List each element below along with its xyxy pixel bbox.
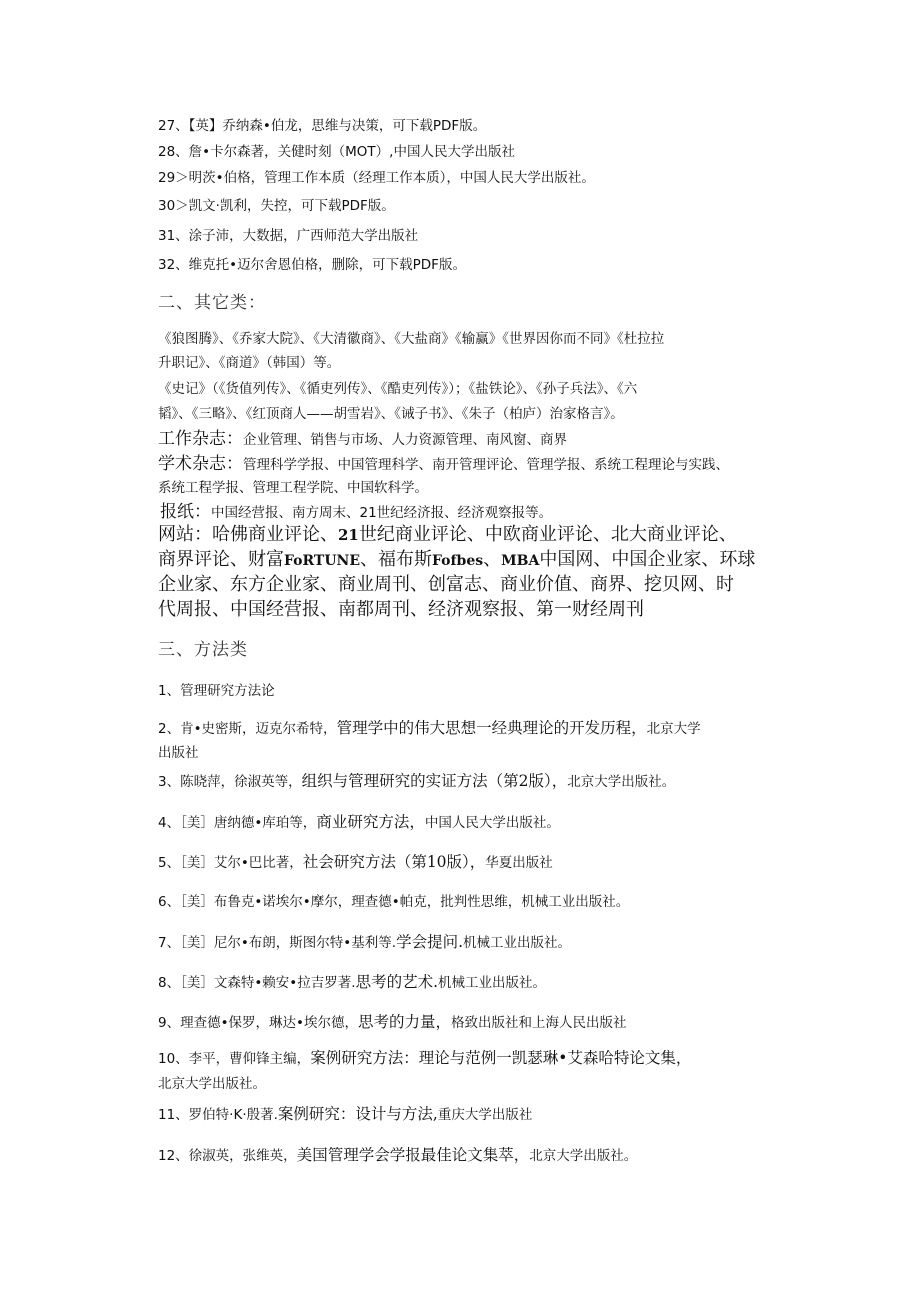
method-publisher: 机械工业出版社。 xyxy=(463,935,571,951)
newspapers-text: 中国经营报、南方周末、21世纪经济报、经济观察报等。 xyxy=(211,505,553,521)
method-title: 学会提问. xyxy=(396,933,463,951)
method-author: 10、李平，曹仰锋主编， xyxy=(158,1051,311,1067)
method-item-10-cont: 北京大学出版社。 xyxy=(158,1076,266,1092)
method-title: 案例研究方法：理论与范例一凯瑟琳•艾森哈特论文集， xyxy=(310,1049,692,1067)
method-item-12 xyxy=(158,1145,637,1165)
method-title: 管理学中的伟大思想一经典理论的开发历程， xyxy=(336,719,647,737)
method-publisher: 格致出版社和上海人民出版社 xyxy=(451,1015,627,1031)
book-item-29: 29＞明茨•伯格，管理工作本质（经理工作本质），中国人民大学出版社。 xyxy=(158,170,595,186)
book-item-30: 30＞凯文·凯利，失控，可下载PDF版。 xyxy=(158,198,395,214)
method-item-2 xyxy=(158,718,701,738)
websites-line-3: 企业家、东方企业家、商业周刊、创富志、商业价值、商界、挖贝网、时 xyxy=(158,574,734,595)
websites-text: Fofbes xyxy=(432,553,484,569)
method-item-11 xyxy=(158,1104,532,1124)
book-item-28: 28、詹•卡尔森著，关健时刻（MOT）,中国人民大学出版社 xyxy=(158,144,515,160)
method-author: 9、理查德•保罗，琳达•埃尔德， xyxy=(158,1015,359,1031)
academic-magazines-text-2: 系统工程学报、管理工程学院、中国软科学。 xyxy=(158,480,428,496)
method-publisher: 北京大学出版社。 xyxy=(567,774,676,790)
classics-line-2: 韬》、《三略》、《红顶商人——胡雪岩》、《诫子书》、《朱子（柏庐）治家格言》。 xyxy=(158,406,624,422)
method-item-10 xyxy=(158,1048,691,1068)
websites-text: MBA xyxy=(501,553,540,569)
websites-text: 中国网、中国企业家、环球 xyxy=(539,549,756,570)
method-item-4 xyxy=(158,812,560,832)
method-author: 3、陈晓萍，徐淑英等， xyxy=(158,774,302,790)
method-item-8 xyxy=(158,972,546,992)
newspapers-label: 报纸： xyxy=(160,502,211,522)
method-item-5 xyxy=(158,852,553,872)
websites-line-4: 代周报、中国经营报、南都周刊、经济观察报、第一财经周刊 xyxy=(158,599,644,620)
book-item-27: 27、【英】乔纳森•伯龙，思维与决策，可下载PDF版。 xyxy=(158,118,487,134)
section-heading-methods: 三、方法类 xyxy=(158,640,248,660)
websites-text: 世纪商业评论、中欧商业评论、北大商业评论、 xyxy=(358,524,737,545)
method-title: 商业研究方法， xyxy=(316,813,425,831)
method-author: 4、［美］唐纳德•库珀等， xyxy=(158,815,317,831)
method-author: 12、徐淑英，张维英， xyxy=(158,1148,297,1164)
method-item-9 xyxy=(158,1012,627,1032)
method-item-6: 6、［美］布鲁克•诺埃尔•摩尔，理查德•帕克，批判性思维，机械工业出版社。 xyxy=(158,894,630,910)
work-magazines xyxy=(158,429,567,449)
websites-text: 商界评论、财富 xyxy=(158,549,284,570)
websites-text: 、 xyxy=(483,549,502,570)
method-publisher: 北京大学 xyxy=(646,721,701,737)
classics-line-1: 《史记》（《货值列传》、《循吏列传》、《酷吏列传》）；《盐铁论》、《孙子兵法》、《六 xyxy=(158,381,638,397)
websites-text: 哈佛商业评论、 xyxy=(212,524,338,545)
academic-magazines xyxy=(158,454,729,474)
book-item-32: 32、维克托•迈尔舍恩伯格，删除，可下载PDF版。 xyxy=(158,257,466,273)
websites-text: 、福布斯 xyxy=(360,549,432,570)
novels-line-1: 《狼图腾》、《乔家大院》、《大清徽商》、《大盐商》《输赢》《世界因你而不同》《杜拉拉 xyxy=(158,331,665,347)
method-author: 2、肯•史密斯，迈克尔希特， xyxy=(158,721,337,737)
method-item-1: 1、管理研究方法论 xyxy=(158,683,275,699)
work-magazines-text: 企业管理、销售与市场、人力资源管理、南风窗、商界 xyxy=(243,432,567,448)
newspapers xyxy=(160,502,552,522)
book-item-31: 31、涂子沛，大数据，广西师范大学出版社 xyxy=(158,228,419,244)
method-title: 社会研究方法（第10版）， xyxy=(302,853,486,871)
method-publisher: 中国人民大学出版社。 xyxy=(424,815,560,831)
method-item-2-cont: 出版社 xyxy=(158,745,199,761)
method-title: 美国管理学会学报最佳论文集萃， xyxy=(296,1146,530,1164)
method-author: 8、［美］文森特•赖安•拉吉罗著. xyxy=(158,975,356,991)
method-publisher: 华夏出版社 xyxy=(485,855,553,871)
method-item-3 xyxy=(158,771,675,791)
method-author: 7、［美］尼尔•布朗，斯图尔特•基利等. xyxy=(158,935,397,951)
websites-line-1 xyxy=(158,524,737,546)
section-heading-other: 二、其它类： xyxy=(158,293,266,313)
method-item-7 xyxy=(158,932,571,952)
method-publisher: 北京大学出版社。 xyxy=(529,1148,638,1164)
method-author: 11、罗伯特·K·殷著. xyxy=(158,1107,278,1123)
websites-text: 21 xyxy=(338,526,359,544)
websites-line-2 xyxy=(158,549,755,571)
academic-magazines-label: 学术杂志： xyxy=(158,454,243,474)
method-publisher: 机械工业出版社。 xyxy=(438,975,546,991)
websites-text: FoRTUNE xyxy=(284,553,360,569)
method-publisher: 重庆大学出版社 xyxy=(437,1107,533,1123)
method-author: 5、［美］艾尔•巴比著， xyxy=(158,855,303,871)
work-magazines-label: 工作杂志： xyxy=(158,429,243,449)
method-title: 思考的艺术. xyxy=(355,973,438,991)
method-title: 思考的力量， xyxy=(358,1013,452,1031)
method-title: 组织与管理研究的实证方法（第2版）， xyxy=(301,772,568,790)
method-title: 案例研究：设计与方法, xyxy=(277,1105,438,1123)
websites-label: 网站： xyxy=(158,524,212,545)
academic-magazines-text-1: 管理科学学报、中国管理科学、南开管理评论、管理学报、系统工程理论与实践、 xyxy=(243,457,729,473)
novels-line-2: 升职记》、《商道》（韩国）等。 xyxy=(158,355,341,371)
